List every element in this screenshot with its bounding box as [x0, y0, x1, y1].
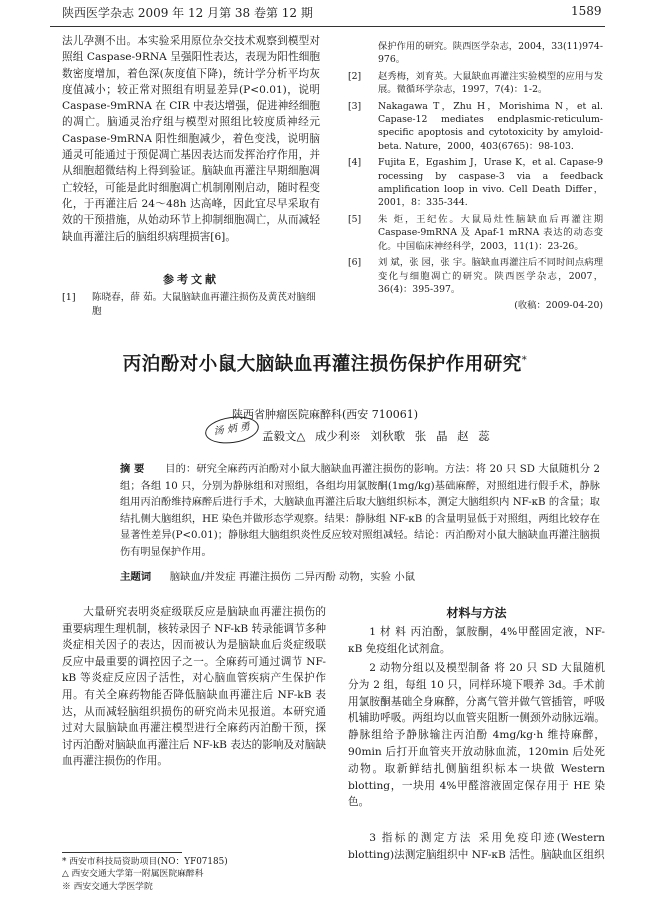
title-footnote-mark: * — [521, 354, 528, 366]
header-divider — [50, 26, 605, 27]
footnote-divider — [62, 852, 182, 853]
abstract-text: 目的：研究全麻药丙泊酚对小鼠大脑缺血再灌注损伤的影响。方法：将 20 只 SD 大鼠随机分 2 组；各组 10 只，分别为静脉组和对照组，各组均用氯胺酮(1mg/kg)基础麻醉，对照组进行假手术，静脉组用丙泊酚维持麻醉后进行手术，大脑缺血再灌注后取大脑组织标本，测定大脑组织内 NF-κB 的含量；取结扎侧大脑组织，HE 染色并做形态学观察。结果：静脉组 NF-κB 的含量明显低于对照组，两组比较存在显著性差异(P<0.01)；静脉组大脑组织炎性反应较对照组减轻。结论：丙泊酚对小鼠大脑缺血再灌注脑损伤有明显保护作用。 — [120, 464, 600, 558]
affiliation: 陕西省肿瘤医院麻醉科(西安 710061) — [231, 408, 419, 421]
reference-item — [348, 256, 603, 296]
reference-text: 朱 炬，王纪佐。大鼠局灶性脑缺血后再灌注期 Caspase-9mRNA 及 Apaf-1 mRNA 表达的动态变化。中国临床神经科学，2003，11(1)：23-26。 — [378, 213, 603, 252]
footnotes — [62, 856, 322, 893]
reference-item — [348, 40, 603, 67]
reference-number: [5] — [348, 213, 362, 225]
reference-text: 保护作用的研究。陕西医学杂志，2004，33(11)974-976。 — [378, 41, 603, 66]
reference-number: [1] — [62, 292, 76, 303]
reference-item — [348, 100, 603, 154]
reference-number: [3] — [348, 100, 362, 112]
methods-materials: 1 材 料 丙泊酚，氯胺酮，4%甲醛固定液，NF-κB 免疫组化试剂盒。 — [348, 626, 605, 655]
abstract — [120, 461, 600, 562]
reference-text: 刘 斌，张 园，张 宇。脑缺血再灌注后不同时间点病理变化与细胞凋亡的研究。陕西医学杂志，2007，36(4)：395-397。 — [378, 257, 603, 295]
reference-item — [348, 70, 603, 97]
page-number: 1589 — [571, 4, 602, 18]
reference-text: Fujita E，Egashim J，Urase K，et al. Capase-9 rocessing by caspase-3 via a feedback amplification loop in vivo. Cell Death Differ，2001，8：335-344. — [378, 157, 603, 209]
article-title-text: 丙泊酚对小鼠大脑缺血再灌注损伤保护作用研究 — [122, 354, 522, 375]
footnote-author-affiliation-2: ※ 西安交通大学医学院 — [62, 881, 153, 892]
keywords-label: 主题词 — [120, 571, 152, 583]
reference-number: [4] — [348, 157, 362, 169]
reference-text: Nakagawa T，Zhu H，Morishima N，et al. Capase-12 mediates endplasmic-reticulum-specific apoptosis and cytotoxicity by amyloid-beta. Nature，2000，403(6765)：98-103. — [378, 100, 603, 152]
reference-item — [348, 156, 603, 210]
reference-number: [2] — [348, 70, 362, 82]
keywords-text: 脑缺血/并发症 再灌注损伤 二异丙酚 动物，实验 小鼠 — [169, 571, 416, 583]
footnote-funding: * 西安市科技局资助项目(NO：YF07185) — [62, 857, 228, 867]
footnote-author-affiliation: △ 西安交通大学第一附属医院麻醉科 — [62, 869, 204, 880]
received-date: (收稿：2009-04-20) — [514, 300, 603, 312]
intro-paragraph: 大量研究表明炎症级联反应是脑缺血再灌注损伤的重要病理生理机制，核转录因子 NF-kB 转录能调节多种炎症相关因子的表达，因而被认为是脑缺血后炎症级联反应中最重要的调控因子之一。全麻药可通过调节 NF-kB 等炎症反应因子活性，对心脑血管疾病产生保护作用。有关全麻药物能否降低脑缺血再灌注后 NF-kB 表达，从而减轻脑组织损伤的研究尚未见报道。本研究通过对大鼠脑缺血再灌注模型进行全麻药丙泊酚干预，探讨丙泊酚对脑缺血再灌注后 NF-kB 表达的影响及对脑缺血再灌注损伤的作用。 — [62, 606, 326, 768]
references-left — [62, 291, 324, 319]
keywords — [120, 568, 600, 583]
prev-article-body: 法儿孕测不出。本实验采用原位杂交技术观察到模型对照组 Caspase-9RNA 呈强阳性表达，表现为阳性细胞数密度增加，着色深(灰度值下降)，统计学分析平均灰度值减小；较正常对照组有明显差异(P<0.01)，说明 Caspase-9mRNA 在 CIR 中表达增强，促进神经细胞的凋亡。脑通灵治疗组与模型对照组比较度质神经元 Caspase-9mRNA 阳性细胞减少，着色变浅，说明脑通灵可能通过于预促凋亡基因表达而发挥治疗作用，并从细胞超微结构上得到验证。脑缺血再灌注早期细胞凋亡较轻，可能是此时细胞凋亡机制刚刚启动，随时程变化，于再灌注后 24～48h 达高峰，因此宜尽早采取有效的干预措施，从始动环节上抑制细胞凋亡，从而减轻缺血再灌注后的脑组织病理损害[6]。 — [62, 35, 321, 243]
reference-item — [348, 213, 603, 253]
article-title — [60, 350, 590, 376]
author-stamp: 汤 炳 勇 — [203, 413, 260, 446]
methods-heading: 材料与方法 — [446, 606, 507, 620]
author-list: 孟毅文△ 成少利※ 刘秋歌 张 晶 赵 蕊 — [262, 429, 490, 443]
references-right — [348, 40, 603, 313]
references-heading: 参考文献 — [163, 273, 219, 286]
journal-header: 陕西医学杂志 2009 年 12 月第 38 卷第 12 期 — [62, 6, 313, 20]
reference-number: [6] — [348, 257, 362, 269]
reference-item — [62, 291, 324, 319]
reference-text: 赵秀梅，刘育英。大鼠缺血再灌注实验模型的应用与发展。微循环学杂志，1997，7(4)：1-2。 — [378, 70, 603, 96]
abstract-label: 摘 要 — [120, 463, 145, 475]
methods-measurement: 3 指标的测定方法 采用免疫印迹(Western blotting)法测定脑组织中 NF-κB 活性。脑缺血区组织 — [348, 832, 605, 861]
methods-animal-grouping: 2 动物分组以及模型制备 将 20 只 SD 大鼠随机分为 2 组，每组 10 只，同样环境下喂养 3d。手术前用氯胺酮基础全身麻醉，分离气管并做气管插管，呼吸机辅助呼吸。两组均以血管夹阻断一侧颈外动脉远端。静脉组给予静脉输注丙泊酚 4mg/kg·h 维持麻醉，90min 后打开血管夹开放动脉血流，120min 后处死动物。取新鲜结扎侧脑组织标本一块做 Western blotting，一块用 4%甲醛溶液固定保存用于 HE 染色。 — [348, 662, 605, 809]
reference-text: 陈晓春，薛 茹。大鼠脑缺血再灌注损伤及黄芪对脑细胞 — [92, 292, 316, 317]
